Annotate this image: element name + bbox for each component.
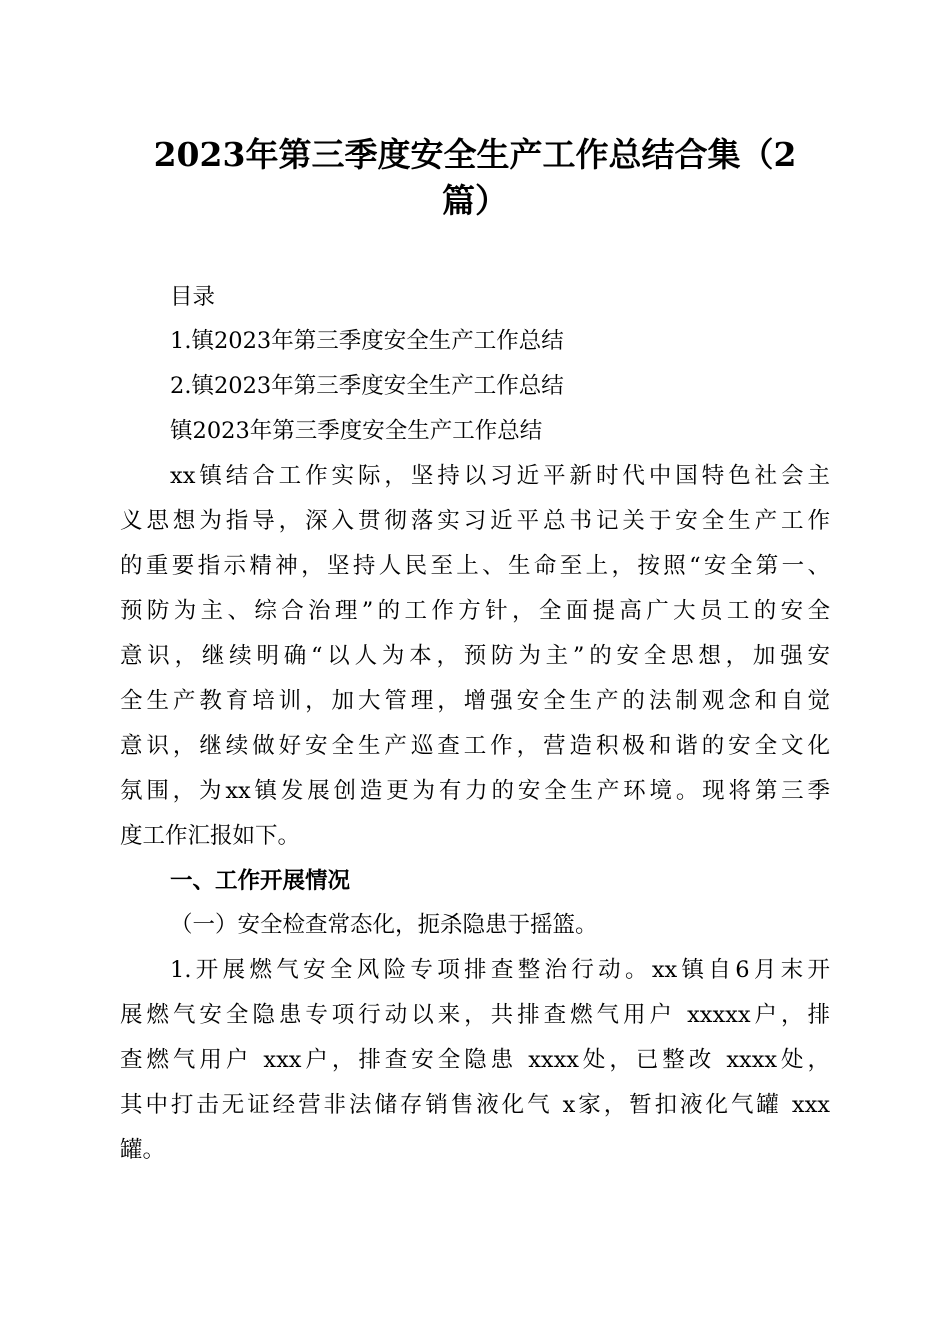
intro-paragraph-line: 的重要指示精神，坚持人民至上、生命至上，按照“安全第一、 (120, 553, 830, 579)
article-title: 镇2023年第三季度安全生产工作总结 (170, 418, 543, 444)
toc-heading: 目录 (170, 284, 216, 310)
document-title-line-1: 2023年第三季度安全生产工作总结合集（2 (153, 135, 797, 174)
item1-paragraph-line: 1.开展燃气安全风险专项排查整治行动。xx镇自6月末开 (170, 957, 830, 983)
item1-paragraph-line: 其中打击无证经营非法储存销售液化气 x家，暂扣液化气罐 xxx (120, 1092, 830, 1118)
item1-paragraph-line: 罐。 (120, 1137, 166, 1163)
intro-paragraph-line: 度工作汇报如下。 (120, 823, 301, 849)
document-title-line-2: 篇） (442, 181, 508, 220)
intro-paragraph-line: 全生产教育培训，加大管理，增强安全生产的法制观念和自觉 (120, 688, 830, 714)
toc-item-2: 2.镇2023年第三季度安全生产工作总结 (170, 373, 564, 399)
item1-paragraph-line: 展燃气安全隐患专项行动以来，共排查燃气用户 xxxxx户，排 (120, 1002, 830, 1028)
item1-paragraph-line: 查燃气用户 xxx户，排查安全隐患 xxxx处，已整改 xxxx处， (120, 1047, 830, 1073)
intro-paragraph-line: 意识，继续明确“以人为本，预防为主”的安全思想，加强安 (120, 643, 830, 669)
intro-paragraph-line: 意识，继续做好安全生产巡查工作，营造积极和谐的安全文化 (120, 733, 830, 759)
intro-paragraph-line: 氛围，为xx镇发展创造更为有力的安全生产环境。现将第三季 (120, 778, 830, 804)
intro-paragraph-line: xx镇结合工作实际，坚持以习近平新时代中国特色社会主 (170, 463, 830, 489)
section-heading: 一、工作开展情况 (170, 868, 351, 894)
toc-item-1: 1.镇2023年第三季度安全生产工作总结 (170, 328, 564, 354)
intro-paragraph-line: 预防为主、综合治理”的工作方针，全面提高广大员工的安全 (120, 598, 830, 624)
intro-paragraph-line: 义思想为指导，深入贯彻落实习近平总书记关于安全生产工作 (120, 508, 830, 534)
document-title (120, 132, 830, 224)
subsection-heading: （一）安全检查常态化，扼杀隐患于摇篮。 (170, 912, 598, 938)
